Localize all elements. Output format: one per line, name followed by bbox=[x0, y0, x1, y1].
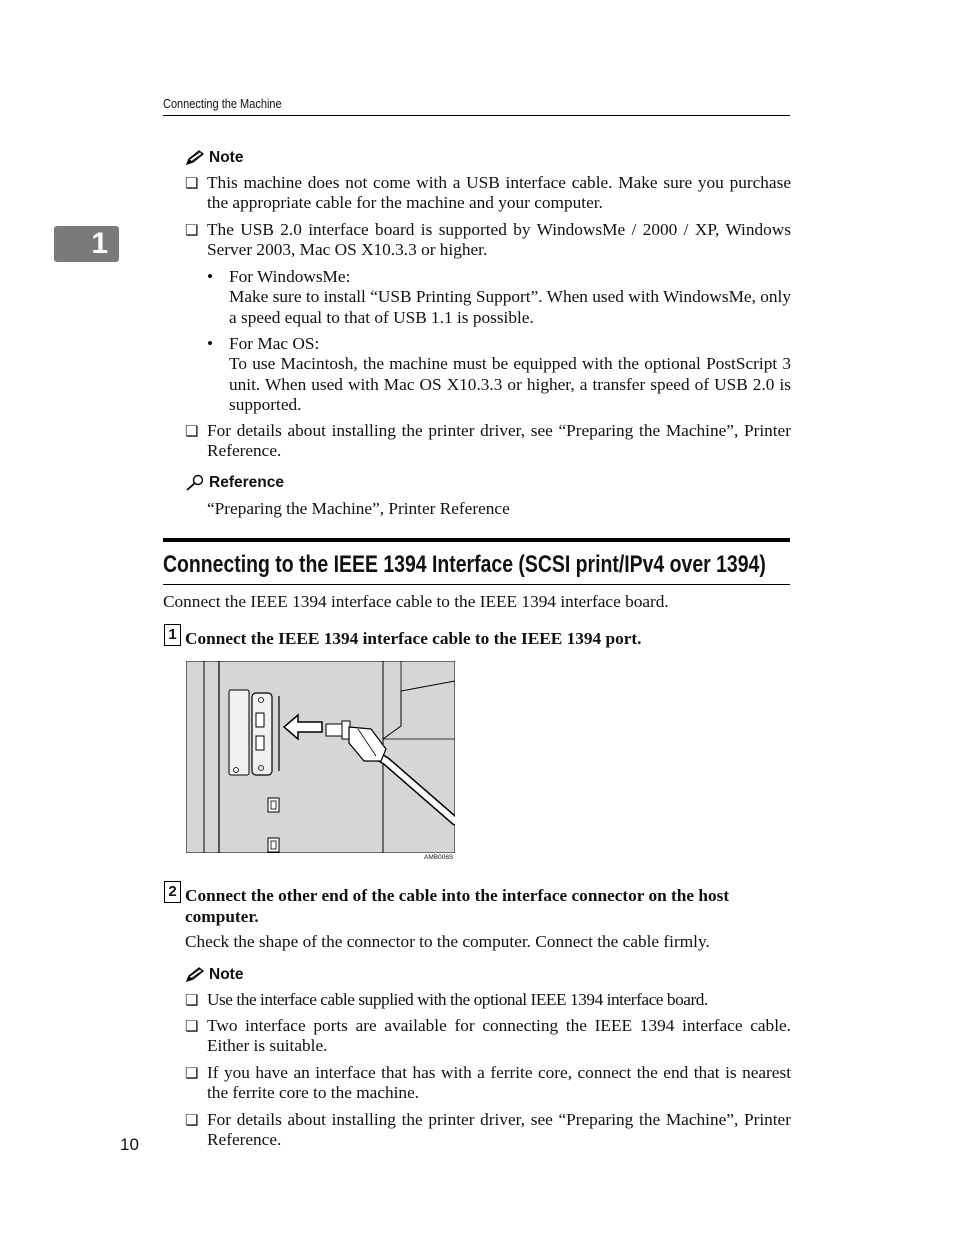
note-heading: Note bbox=[185, 966, 243, 984]
chapter-tab: 1 bbox=[54, 226, 119, 262]
checkbox-icon: ❏ bbox=[185, 1066, 199, 1082]
magnifier-icon bbox=[185, 474, 205, 492]
checkbox-icon: ❏ bbox=[185, 1019, 199, 1035]
page-number: 10 bbox=[120, 1135, 139, 1154]
note-item: ❏ Use the interface cable supplied with the optional IEEE 1394 interface board. bbox=[185, 990, 791, 1010]
step-text: Connect the IEEE 1394 interface cable to the IEEE 1394 port. bbox=[185, 629, 642, 648]
note-item: ❏ This machine does not come with a USB interface cable. Make sure you purchase the appropriate cable for the machine and your computer. bbox=[185, 173, 791, 213]
section-rule bbox=[163, 584, 790, 585]
step-detail: Check the shape of the connector to the computer. Connect the cable firmly. bbox=[185, 932, 710, 951]
reference-heading: Reference bbox=[185, 474, 284, 492]
checkbox-icon: ❏ bbox=[185, 424, 199, 440]
reference-text: “Preparing the Machine”, Printer Reference bbox=[207, 499, 510, 518]
checkbox-icon: ❏ bbox=[185, 223, 199, 239]
section-intro: Connect the IEEE 1394 interface cable to the IEEE 1394 interface board. bbox=[163, 592, 669, 611]
bullet-icon: • bbox=[207, 334, 214, 353]
note-item: ❏ For details about installing the printer driver, see “Preparing the Machine”, Printer Reference. bbox=[185, 1110, 791, 1150]
note-item: ❏ The USB 2.0 interface board is supported by WindowsMe / 2000 / XP, Windows Server 2003, Mac OS X10.3.3 or higher. bbox=[185, 220, 791, 260]
ieee1394-port-illustration bbox=[186, 661, 455, 853]
checkbox-icon: ❏ bbox=[185, 176, 199, 192]
pencil-icon bbox=[185, 150, 205, 166]
step-number: 1 bbox=[164, 624, 181, 646]
note-subitem: • For WindowsMe: Make sure to install “USB Printing Support”. When used with WindowsMe, only a speed equal to that of USB 1.1 is possible. bbox=[207, 267, 791, 327]
note-heading: Note bbox=[185, 149, 243, 167]
note-item: ❏ Two interface ports are available for connecting the IEEE 1394 interface cable. Either is suitable. bbox=[185, 1016, 791, 1056]
step-text: Connect the other end of the cable into the interface connector on the host computer. bbox=[185, 886, 730, 926]
checkbox-icon: ❏ bbox=[185, 1113, 199, 1129]
note-item: ❏ For details about installing the printer driver, see “Preparing the Machine”, Printer Reference. bbox=[185, 421, 791, 461]
pencil-icon bbox=[185, 967, 205, 983]
section-rule bbox=[163, 538, 790, 542]
checkbox-icon: ❏ bbox=[185, 993, 199, 1009]
figure-code: AMB006S bbox=[424, 854, 454, 861]
note-subitem: • For Mac OS: To use Macintosh, the machine must be equipped with the optional PostScript 3 unit. When used with Mac OS X10.3.3 or higher, a transfer speed of USB 2.0 is supported. bbox=[207, 334, 791, 414]
running-head: Connecting the Machine bbox=[163, 97, 790, 116]
bullet-icon: • bbox=[207, 267, 214, 286]
note-item: ❏ If you have an interface that has with a ferrite core, connect the end that is nearest the ferrite core to the machine. bbox=[185, 1063, 791, 1103]
step-number: 2 bbox=[164, 881, 181, 903]
section-title: Connecting to the IEEE 1394 Interface (SCSI print/IPv4 over 1394) bbox=[163, 551, 766, 578]
